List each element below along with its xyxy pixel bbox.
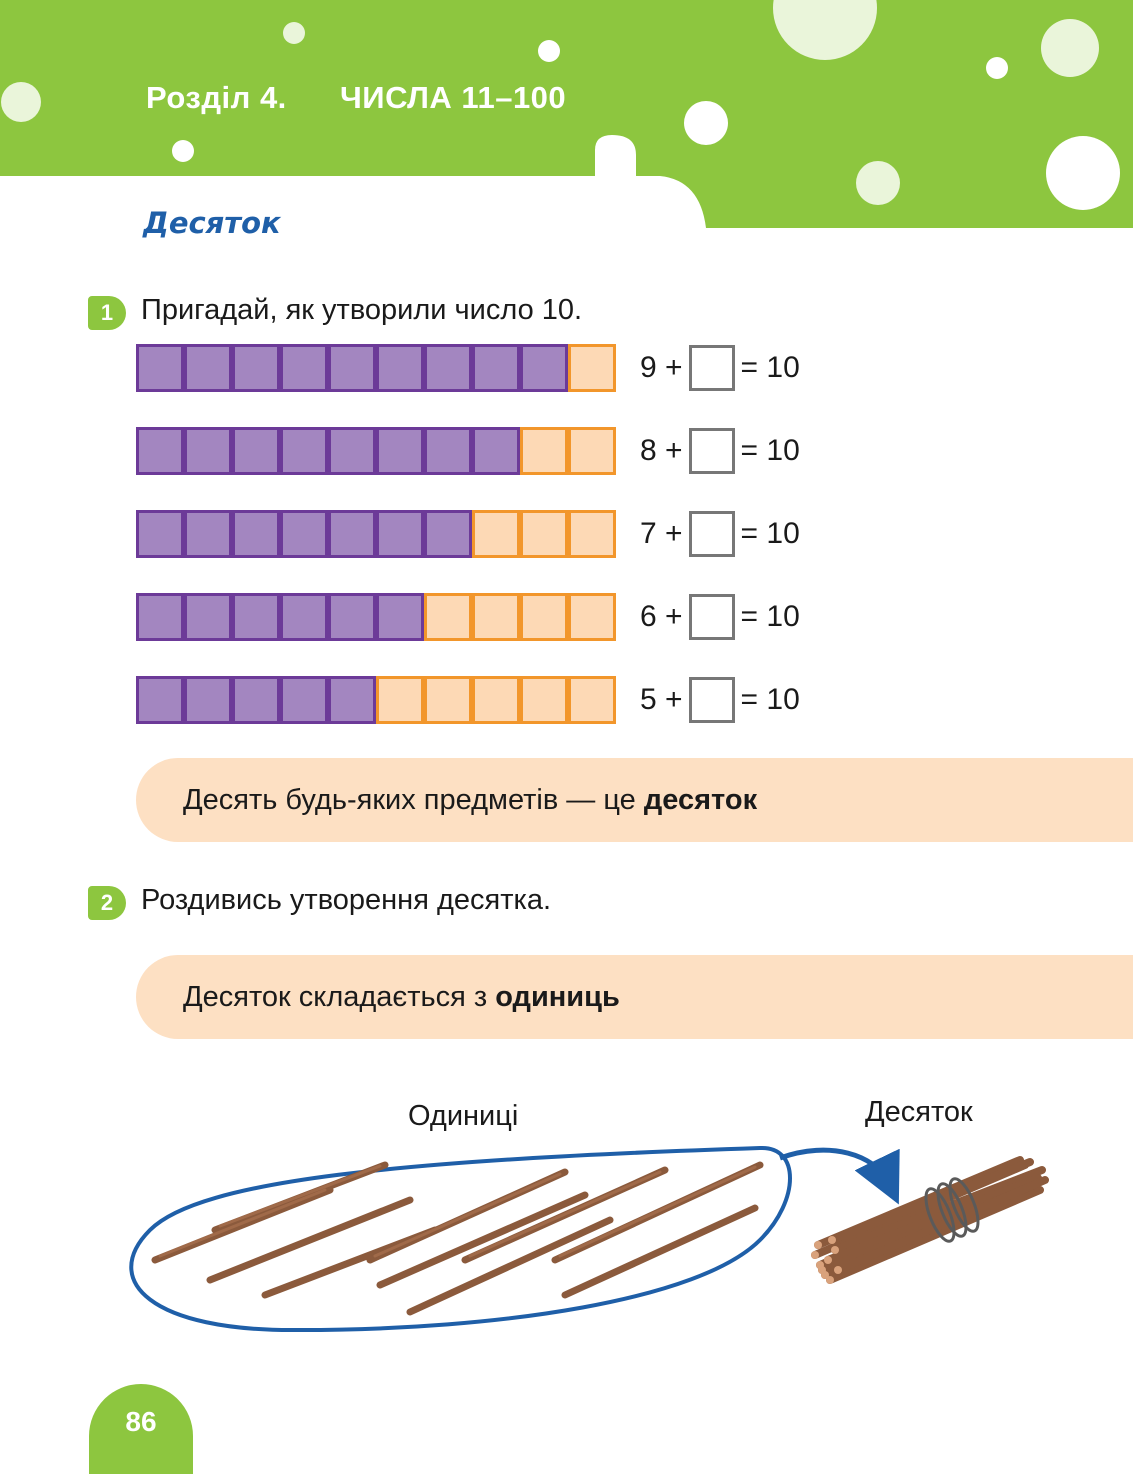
equation-lhs: 6 +: [640, 600, 683, 633]
filled-cell: [472, 344, 520, 392]
rule-1-text: Десять будь-яких предметів — це: [183, 784, 644, 816]
equation-rhs: = 10: [740, 517, 800, 550]
filled-cell: [136, 427, 184, 475]
sticks-illustration: [0, 1120, 1133, 1350]
equation-rhs: = 10: [740, 600, 800, 633]
empty-cell: [520, 676, 568, 724]
answer-box[interactable]: [689, 345, 735, 391]
filled-cell: [328, 427, 376, 475]
stick: [155, 1190, 330, 1260]
filled-cell: [520, 344, 568, 392]
filled-cell: [376, 593, 424, 641]
equation: [640, 427, 800, 475]
filled-cell: [424, 344, 472, 392]
filled-cell: [376, 427, 424, 475]
ten-frame-bar: [136, 593, 616, 641]
equation: [640, 344, 800, 392]
filled-cell: [424, 427, 472, 475]
filled-cell: [280, 427, 328, 475]
filled-cell: [424, 510, 472, 558]
empty-cell: [520, 593, 568, 641]
filled-cell: [376, 344, 424, 392]
filled-cell: [280, 344, 328, 392]
rule-2-text: Десяток складається з: [183, 981, 496, 1013]
empty-cell: [472, 510, 520, 558]
stick: [210, 1200, 410, 1280]
empty-cell: [568, 427, 616, 475]
answer-box[interactable]: [689, 428, 735, 474]
empty-cell: [568, 676, 616, 724]
filled-cell: [184, 344, 232, 392]
ten-frame-bar: [136, 427, 616, 475]
equation-lhs: 5 +: [640, 683, 683, 716]
task-2-badge: 2: [88, 886, 126, 920]
empty-cell: [472, 676, 520, 724]
equation-lhs: 7 +: [640, 517, 683, 550]
chapter-title: ЧИСЛА 11–100: [340, 80, 567, 115]
equation-lhs: 9 +: [640, 351, 683, 384]
empty-cell: [568, 344, 616, 392]
equation: [640, 676, 800, 724]
rule-1-bold: десяток: [643, 784, 758, 816]
equation: [640, 593, 800, 641]
filled-cell: [472, 427, 520, 475]
filled-cell: [232, 593, 280, 641]
task-2-text: Роздивись утворення десятка.: [141, 884, 552, 916]
task-1-badge: 1: [88, 296, 126, 330]
chapter-label: Розділ 4.: [146, 80, 287, 115]
filled-cell: [232, 676, 280, 724]
filled-cell: [232, 344, 280, 392]
filled-cell: [184, 427, 232, 475]
empty-cell: [520, 510, 568, 558]
page-number: 86: [125, 1406, 157, 1437]
equation-lhs: 8 +: [640, 434, 683, 467]
arrow-icon: [780, 1150, 888, 1182]
filled-cell: [184, 510, 232, 558]
filled-cell: [136, 676, 184, 724]
filled-cell: [136, 593, 184, 641]
filled-cell: [328, 510, 376, 558]
filled-cell: [280, 676, 328, 724]
filled-cell: [280, 510, 328, 558]
filled-cell: [136, 344, 184, 392]
ten-label: Десяток: [865, 1096, 973, 1128]
page-number-tab: [89, 1384, 193, 1474]
equation-rhs: = 10: [740, 683, 800, 716]
units-label: Одиниці: [408, 1100, 519, 1132]
stick-bundle: [811, 1160, 1045, 1284]
stick: [565, 1208, 755, 1295]
header-background: [0, 0, 1133, 240]
rule-2-bold: одиниць: [495, 981, 620, 1013]
loose-sticks: [155, 1165, 760, 1312]
filled-cell: [184, 593, 232, 641]
section-title: Десяток: [143, 206, 281, 240]
filled-cell: [328, 344, 376, 392]
empty-cell: [568, 593, 616, 641]
filled-cell: [280, 593, 328, 641]
empty-cell: [376, 676, 424, 724]
filled-cell: [232, 427, 280, 475]
empty-cell: [424, 593, 472, 641]
empty-cell: [424, 676, 472, 724]
ten-frame-bar: [136, 344, 616, 392]
filled-cell: [232, 510, 280, 558]
ten-frame-bar: [136, 676, 616, 724]
ten-frame-bar: [136, 510, 616, 558]
filled-cell: [328, 593, 376, 641]
stick: [410, 1220, 610, 1312]
equation-rhs: = 10: [740, 434, 800, 467]
rule-1-band: [136, 758, 1133, 842]
equation-rhs: = 10: [740, 351, 800, 384]
filled-cell: [328, 676, 376, 724]
answer-box[interactable]: [689, 594, 735, 640]
filled-cell: [136, 510, 184, 558]
empty-cell: [520, 427, 568, 475]
filled-cell: [184, 676, 232, 724]
rule-2-band: [136, 955, 1133, 1039]
empty-cell: [472, 593, 520, 641]
empty-cell: [568, 510, 616, 558]
filled-cell: [376, 510, 424, 558]
answer-box[interactable]: [689, 677, 735, 723]
equation: [640, 510, 800, 558]
task-1-text: Пригадай, як утворили число 10.: [141, 294, 583, 326]
answer-box[interactable]: [689, 511, 735, 557]
